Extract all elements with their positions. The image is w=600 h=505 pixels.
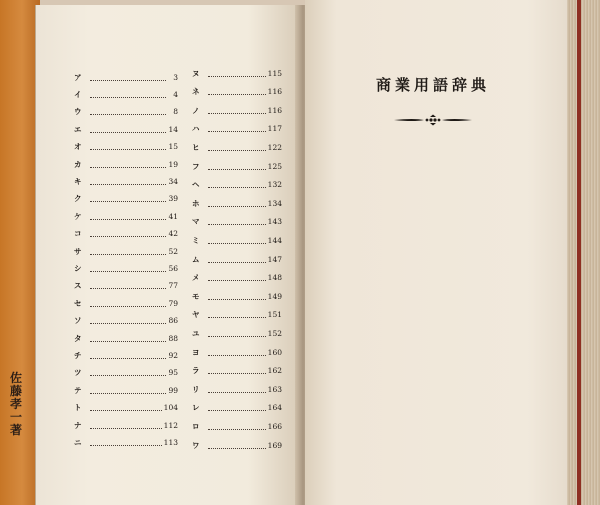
toc-page-number: 41: [168, 211, 178, 221]
toc-entry: [192, 309, 282, 321]
toc-kana: ケ: [74, 211, 82, 221]
toc-entry: [74, 349, 178, 361]
toc-kana: ウ: [74, 107, 82, 117]
toc-entry: [74, 297, 178, 309]
toc-kana: タ: [74, 333, 82, 343]
toc-kana: ト: [74, 403, 82, 413]
toc-page-number: 169: [267, 440, 282, 450]
toc-leader-dots: [208, 88, 266, 95]
toc-leader-dots: [90, 213, 166, 220]
toc-leader-dots: [208, 274, 266, 281]
book-cover-strip: [0, 0, 40, 505]
toc-entry: [74, 193, 178, 205]
toc-page-number: 39: [168, 194, 178, 204]
toc-entry: [192, 290, 282, 302]
toc-page-number: 163: [267, 384, 282, 394]
toc-kana: ネ: [192, 87, 200, 97]
toc-page-number: 77: [168, 281, 178, 291]
toc-leader-dots: [90, 195, 166, 202]
toc-kana: ア: [74, 72, 82, 82]
toc-kana: ニ: [74, 437, 82, 447]
title-ornament-divider: [394, 114, 472, 126]
toc-entry: [192, 160, 282, 172]
toc-kana: レ: [192, 403, 200, 413]
toc-kana: ヌ: [192, 68, 200, 78]
toc-page-number: 15: [168, 142, 178, 152]
toc-kana: リ: [192, 384, 200, 394]
toc-page-number: 116: [267, 87, 282, 97]
toc-leader-dots: [90, 74, 166, 81]
toc-leader-dots: [208, 200, 266, 207]
toc-entry: [74, 158, 178, 170]
toc-entry: [192, 420, 282, 432]
toc-entry: [74, 71, 178, 83]
toc-kana: フ: [192, 161, 200, 171]
toc-kana: ヤ: [192, 310, 200, 320]
toc-page-number: 4: [173, 89, 178, 99]
toc-leader-dots: [208, 144, 266, 151]
toc-leader-dots: [90, 404, 162, 411]
toc-page-number: 164: [267, 403, 282, 413]
toc-page-number: 19: [168, 159, 178, 169]
toc-page-number: 132: [267, 180, 282, 190]
toc-leader-dots: [208, 218, 266, 225]
toc-leader-dots: [90, 369, 166, 376]
toc-page-number: 95: [168, 368, 178, 378]
toc-leader-dots: [90, 335, 166, 342]
page-edges: [567, 0, 600, 505]
toc-entry: [74, 245, 178, 257]
toc-page-number: 52: [168, 246, 178, 256]
toc-entry: [192, 216, 282, 228]
toc-leader-dots: [208, 386, 266, 393]
toc-entry: [192, 327, 282, 339]
toc-page-number: 162: [267, 366, 282, 376]
toc-entry: [74, 280, 178, 292]
toc-leader-dots: [90, 387, 166, 394]
toc-page-number: 144: [267, 235, 282, 245]
toc-kana: ヘ: [192, 180, 200, 190]
toc-kana: ク: [74, 194, 82, 204]
toc-page-number: 143: [267, 217, 282, 227]
toc-page-number: 42: [168, 229, 178, 239]
toc-kana: チ: [74, 350, 82, 360]
toc-leader-dots: [208, 311, 266, 318]
toc-entry: [192, 123, 282, 135]
toc-leader-dots: [208, 293, 266, 300]
toc-kana: テ: [74, 385, 82, 395]
toc-kana: ミ: [192, 235, 200, 245]
toc-entry: [74, 332, 178, 344]
toc-entry: [192, 179, 282, 191]
toc-entry: [74, 402, 178, 414]
ribbon-bookmark: [577, 0, 581, 505]
toc-kana: メ: [192, 273, 200, 283]
spine-author: 佐 藤 孝 一 著: [9, 371, 22, 437]
book-title: 商業用語辞典: [375, 76, 490, 94]
toc-leader-dots: [208, 237, 266, 244]
toc-leader-dots: [208, 367, 266, 374]
toc-entry: [74, 106, 178, 118]
toc-entry: [192, 141, 282, 153]
toc-leader-dots: [90, 161, 166, 168]
toc-page-number: 99: [168, 385, 178, 395]
toc-entry: [192, 365, 282, 377]
toc-page-number: 14: [168, 124, 178, 134]
toc-kana: シ: [74, 263, 82, 273]
toc-kana: ム: [192, 254, 200, 264]
toc-leader-dots: [90, 248, 166, 255]
toc-page-number: 92: [168, 350, 178, 360]
toc-kana: キ: [74, 176, 82, 186]
toc-page-number: 56: [168, 263, 178, 273]
toc-kana: ノ: [192, 105, 200, 115]
toc-entry: [192, 67, 282, 79]
toc-page-number: 8: [173, 107, 178, 117]
toc-page-number: 117: [267, 124, 282, 134]
toc-kana: ツ: [74, 368, 82, 378]
toc-page-number: 148: [267, 273, 282, 283]
toc-page-number: 166: [267, 421, 282, 431]
toc-leader-dots: [90, 178, 166, 185]
toc-entry: [192, 86, 282, 98]
toc-entry: [74, 262, 178, 274]
toc-page-number: 125: [267, 161, 282, 171]
toc-leader-dots: [90, 422, 162, 429]
toc-entry: [74, 436, 178, 448]
toc-entry: [192, 402, 282, 414]
toc-kana: ホ: [192, 198, 200, 208]
toc-page-number: 88: [168, 333, 178, 343]
toc-leader-dots: [208, 163, 266, 170]
toc-leader-dots: [90, 352, 166, 359]
toc-leader-dots: [90, 439, 162, 446]
toc-entry: [74, 228, 178, 240]
toc-kana: ス: [74, 281, 82, 291]
toc-page-number: 149: [267, 291, 282, 301]
toc-leader-dots: [90, 91, 166, 98]
toc-page-number: 112: [163, 420, 178, 430]
toc-entry: [74, 175, 178, 187]
toc-entry: [74, 141, 178, 153]
toc-entry: [192, 104, 282, 116]
toc-leader-dots: [90, 126, 166, 133]
toc-entry: [192, 234, 282, 246]
toc-leader-dots: [90, 108, 166, 115]
toc-entry: [192, 383, 282, 395]
toc-entry: [192, 439, 282, 451]
toc-kana: ユ: [192, 328, 200, 338]
toc-kana: ハ: [192, 124, 200, 134]
toc-kana: エ: [74, 124, 82, 134]
toc-entry: [74, 367, 178, 379]
toc-leader-dots: [208, 125, 266, 132]
toc-leader-dots: [90, 143, 166, 150]
toc-leader-dots: [208, 404, 266, 411]
toc-entry: [74, 123, 178, 135]
toc-kana: ロ: [192, 421, 200, 431]
toc-kana: マ: [192, 217, 200, 227]
toc-page-number: 160: [267, 347, 282, 357]
toc-kana: サ: [74, 246, 82, 256]
toc-kana: イ: [74, 89, 82, 99]
toc-entry: [74, 315, 178, 327]
toc-entry: [192, 253, 282, 265]
toc-page-number: 113: [163, 437, 178, 447]
toc-page-number: 34: [168, 176, 178, 186]
toc-entry: [74, 88, 178, 100]
toc-page-number: 86: [168, 316, 178, 326]
toc-leader-dots: [208, 181, 266, 188]
toc-leader-dots: [208, 256, 266, 263]
toc-leader-dots: [90, 265, 166, 272]
toc-kana: ヒ: [192, 142, 200, 152]
toc-entry: [74, 419, 178, 431]
toc-entry: [192, 346, 282, 358]
toc-entry: [74, 384, 178, 396]
toc-page-number: 152: [267, 328, 282, 338]
toc-page-number: 79: [168, 298, 178, 308]
toc-page-number: 134: [267, 198, 282, 208]
toc-kana: ラ: [192, 366, 200, 376]
toc-page-number: 3: [173, 72, 178, 82]
toc-kana: オ: [74, 142, 82, 152]
toc-entry: [192, 197, 282, 209]
toc-leader-dots: [90, 282, 166, 289]
toc-leader-dots: [208, 349, 266, 356]
toc-page-number: 122: [267, 142, 282, 152]
toc-page-number: 147: [267, 254, 282, 264]
toc-leader-dots: [208, 70, 266, 77]
toc-page-number: 116: [267, 105, 282, 115]
toc-page-number: 115: [267, 68, 282, 78]
toc-entry: [192, 272, 282, 284]
toc-kana: モ: [192, 291, 200, 301]
toc-kana: カ: [74, 159, 82, 169]
toc-kana: ソ: [74, 316, 82, 326]
toc-leader-dots: [90, 230, 166, 237]
toc-leader-dots: [208, 107, 266, 114]
toc-leader-dots: [208, 423, 266, 430]
toc-kana: ワ: [192, 440, 200, 450]
toc-kana: ナ: [74, 420, 82, 430]
toc-entry: [74, 210, 178, 222]
toc-leader-dots: [208, 442, 266, 449]
toc-kana: ヨ: [192, 347, 200, 357]
toc-kana: コ: [74, 229, 82, 239]
toc-page-number: 151: [267, 310, 282, 320]
toc-leader-dots: [90, 300, 166, 307]
toc-kana: セ: [74, 298, 82, 308]
toc-leader-dots: [90, 317, 166, 324]
toc-leader-dots: [208, 330, 266, 337]
toc-page-number: 104: [163, 403, 178, 413]
